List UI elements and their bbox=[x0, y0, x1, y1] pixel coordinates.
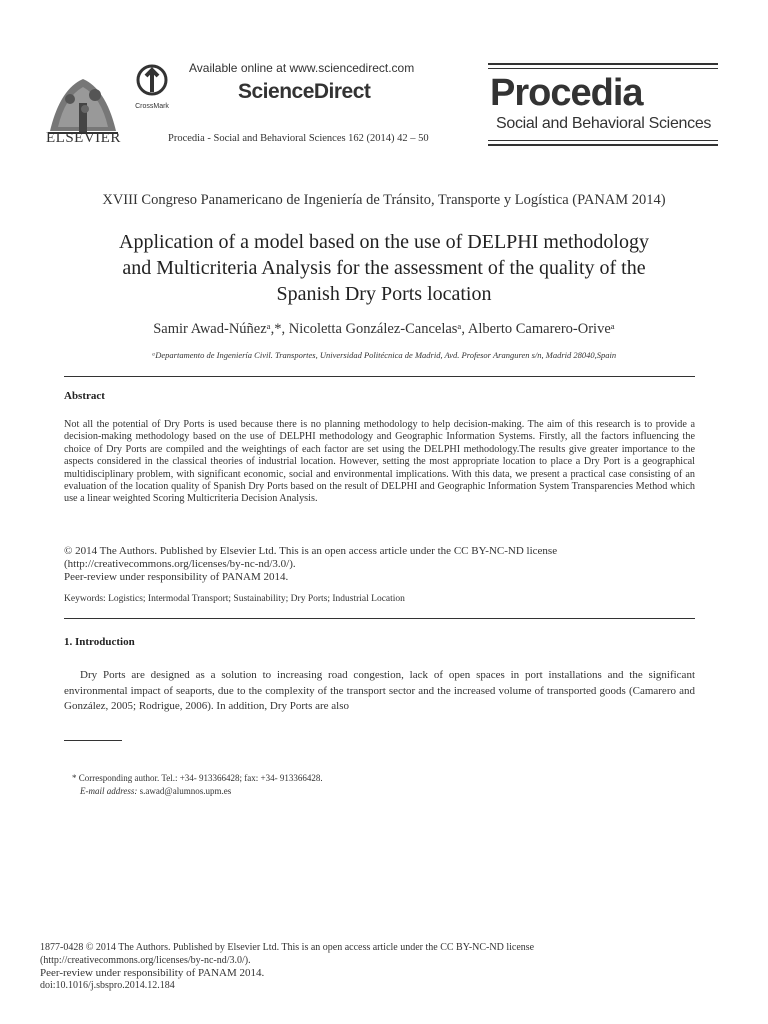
section-divider bbox=[64, 618, 695, 619]
procedia-rule bbox=[488, 68, 718, 69]
abstract-heading: Abstract bbox=[64, 390, 105, 402]
license-block bbox=[64, 545, 695, 584]
journal-reference: Procedia - Social and Behavioral Sciences 162 (2014) 42 – 50 bbox=[168, 133, 429, 144]
crossmark-label: CrossMark bbox=[135, 103, 169, 110]
license-link[interactable]: (http://creativecommons.org/licenses/by-nc-nd/3.0/). bbox=[64, 558, 296, 570]
page-footer bbox=[40, 942, 680, 992]
available-online-text: Available online at www.sciencedirect.com bbox=[189, 61, 415, 75]
license-line: © 2014 The Authors. Published by Elsevier Ltd. This is an open access article under the CC BY-NC-ND license bbox=[64, 545, 558, 557]
section-divider bbox=[64, 376, 695, 377]
sciencedirect-logo-text: ScienceDirect bbox=[238, 80, 371, 103]
affiliation: ᵃDepartamento de Ingeniería Civil. Transportes, Universidad Politécnica de Madrid, Avd. Profesor Aranguren s/n, Madrid 28040,Spain bbox=[151, 350, 617, 360]
email-address[interactable]: s.awad@alumnos.upm.es bbox=[139, 786, 232, 796]
introduction-text: Dry Ports are designed as a solution to increasing road congestion, lack of open spaces in port installations and the significant environmental impact of seaports, due to the complexity of the transport sector and the increased volume of transported goods (Camarero and González, 2005; Rodrigue, 2006). In addition, Dry Ports are also bbox=[64, 669, 695, 712]
footnote-rule bbox=[64, 740, 122, 741]
title-line: and Multicriteria Analysis for the assessment of the quality of the bbox=[122, 257, 646, 279]
publisher-name: ELSEVIER bbox=[46, 130, 121, 146]
procedia-title: Procedia bbox=[490, 72, 643, 114]
procedia-rule bbox=[488, 63, 718, 65]
conference-name: XVIII Congreso Panamericano de Ingeniería de Tránsito, Transporte y Logística (PANAM 2014) bbox=[102, 192, 666, 208]
email-label: E-mail address: bbox=[80, 786, 138, 796]
email-note bbox=[80, 786, 231, 796]
keywords: Keywords: Logistics; Intermodal Transport; Sustainability; Dry Ports; Industrial Location bbox=[64, 594, 405, 604]
abstract-text: Not all the potential of Dry Ports is used because there is no planning methodology to help decision-making. The aim of this research is to provide a decision-making methodology based on the use of DELPHI methodology and Geographic Information Systems. Firstly, all the factors influencing the choice of Dry Ports are compiled and the weightings of each factor are set using the DELPHI methodology.The results give greater importance to the aspects considered in the classical theories of industrial location. However, setting the most appropriate location to place a Dry Port is a geographical multidisciplinary problem, with significant economic, social and environmental implications. With this data, we present a practical case consisting of an evaluation of the location quality of Spanish Dry Ports based on the result of DELPHI and Geographic Information System Transparencies Method which use a linear weighted Scoring Multicriteria Decision Analysis. bbox=[64, 419, 695, 505]
footer-license-link[interactable]: (http://creativecommons.org/licenses/by-nc-nd/3.0/). bbox=[40, 954, 251, 966]
paper-title bbox=[60, 229, 708, 307]
footer-doi[interactable]: doi:10.1016/j.sbspro.2014.12.184 bbox=[40, 979, 175, 991]
crossmark-icon[interactable] bbox=[132, 64, 172, 112]
corresponding-author-note: * Corresponding author. Tel.: +34- 913366428; fax: +34- 913366428. bbox=[72, 773, 323, 783]
peer-review-line: Peer-review under responsibility of PANAM 2014. bbox=[64, 571, 289, 583]
procedia-rule bbox=[488, 140, 718, 141]
footer-peer-review: Peer-review under responsibility of PANAM 2014. bbox=[40, 967, 265, 979]
title-line: Application of a model based on the use of DELPHI methodology bbox=[119, 231, 649, 253]
footer-license-line: 1877-0428 © 2014 The Authors. Published by Elsevier Ltd. This is an open access article under the CC BY-NC-ND license bbox=[40, 942, 535, 953]
procedia-rule bbox=[488, 144, 718, 146]
procedia-subtitle: Social and Behavioral Sciences bbox=[496, 115, 712, 132]
author-list: Samir Awad-Núñezᵃ,*, Nicoletta González-Cancelasᵃ, Alberto Camarero-Oriveᵃ bbox=[153, 321, 615, 337]
introduction-heading: 1. Introduction bbox=[64, 636, 135, 648]
title-line: Spanish Dry Ports location bbox=[276, 283, 492, 305]
